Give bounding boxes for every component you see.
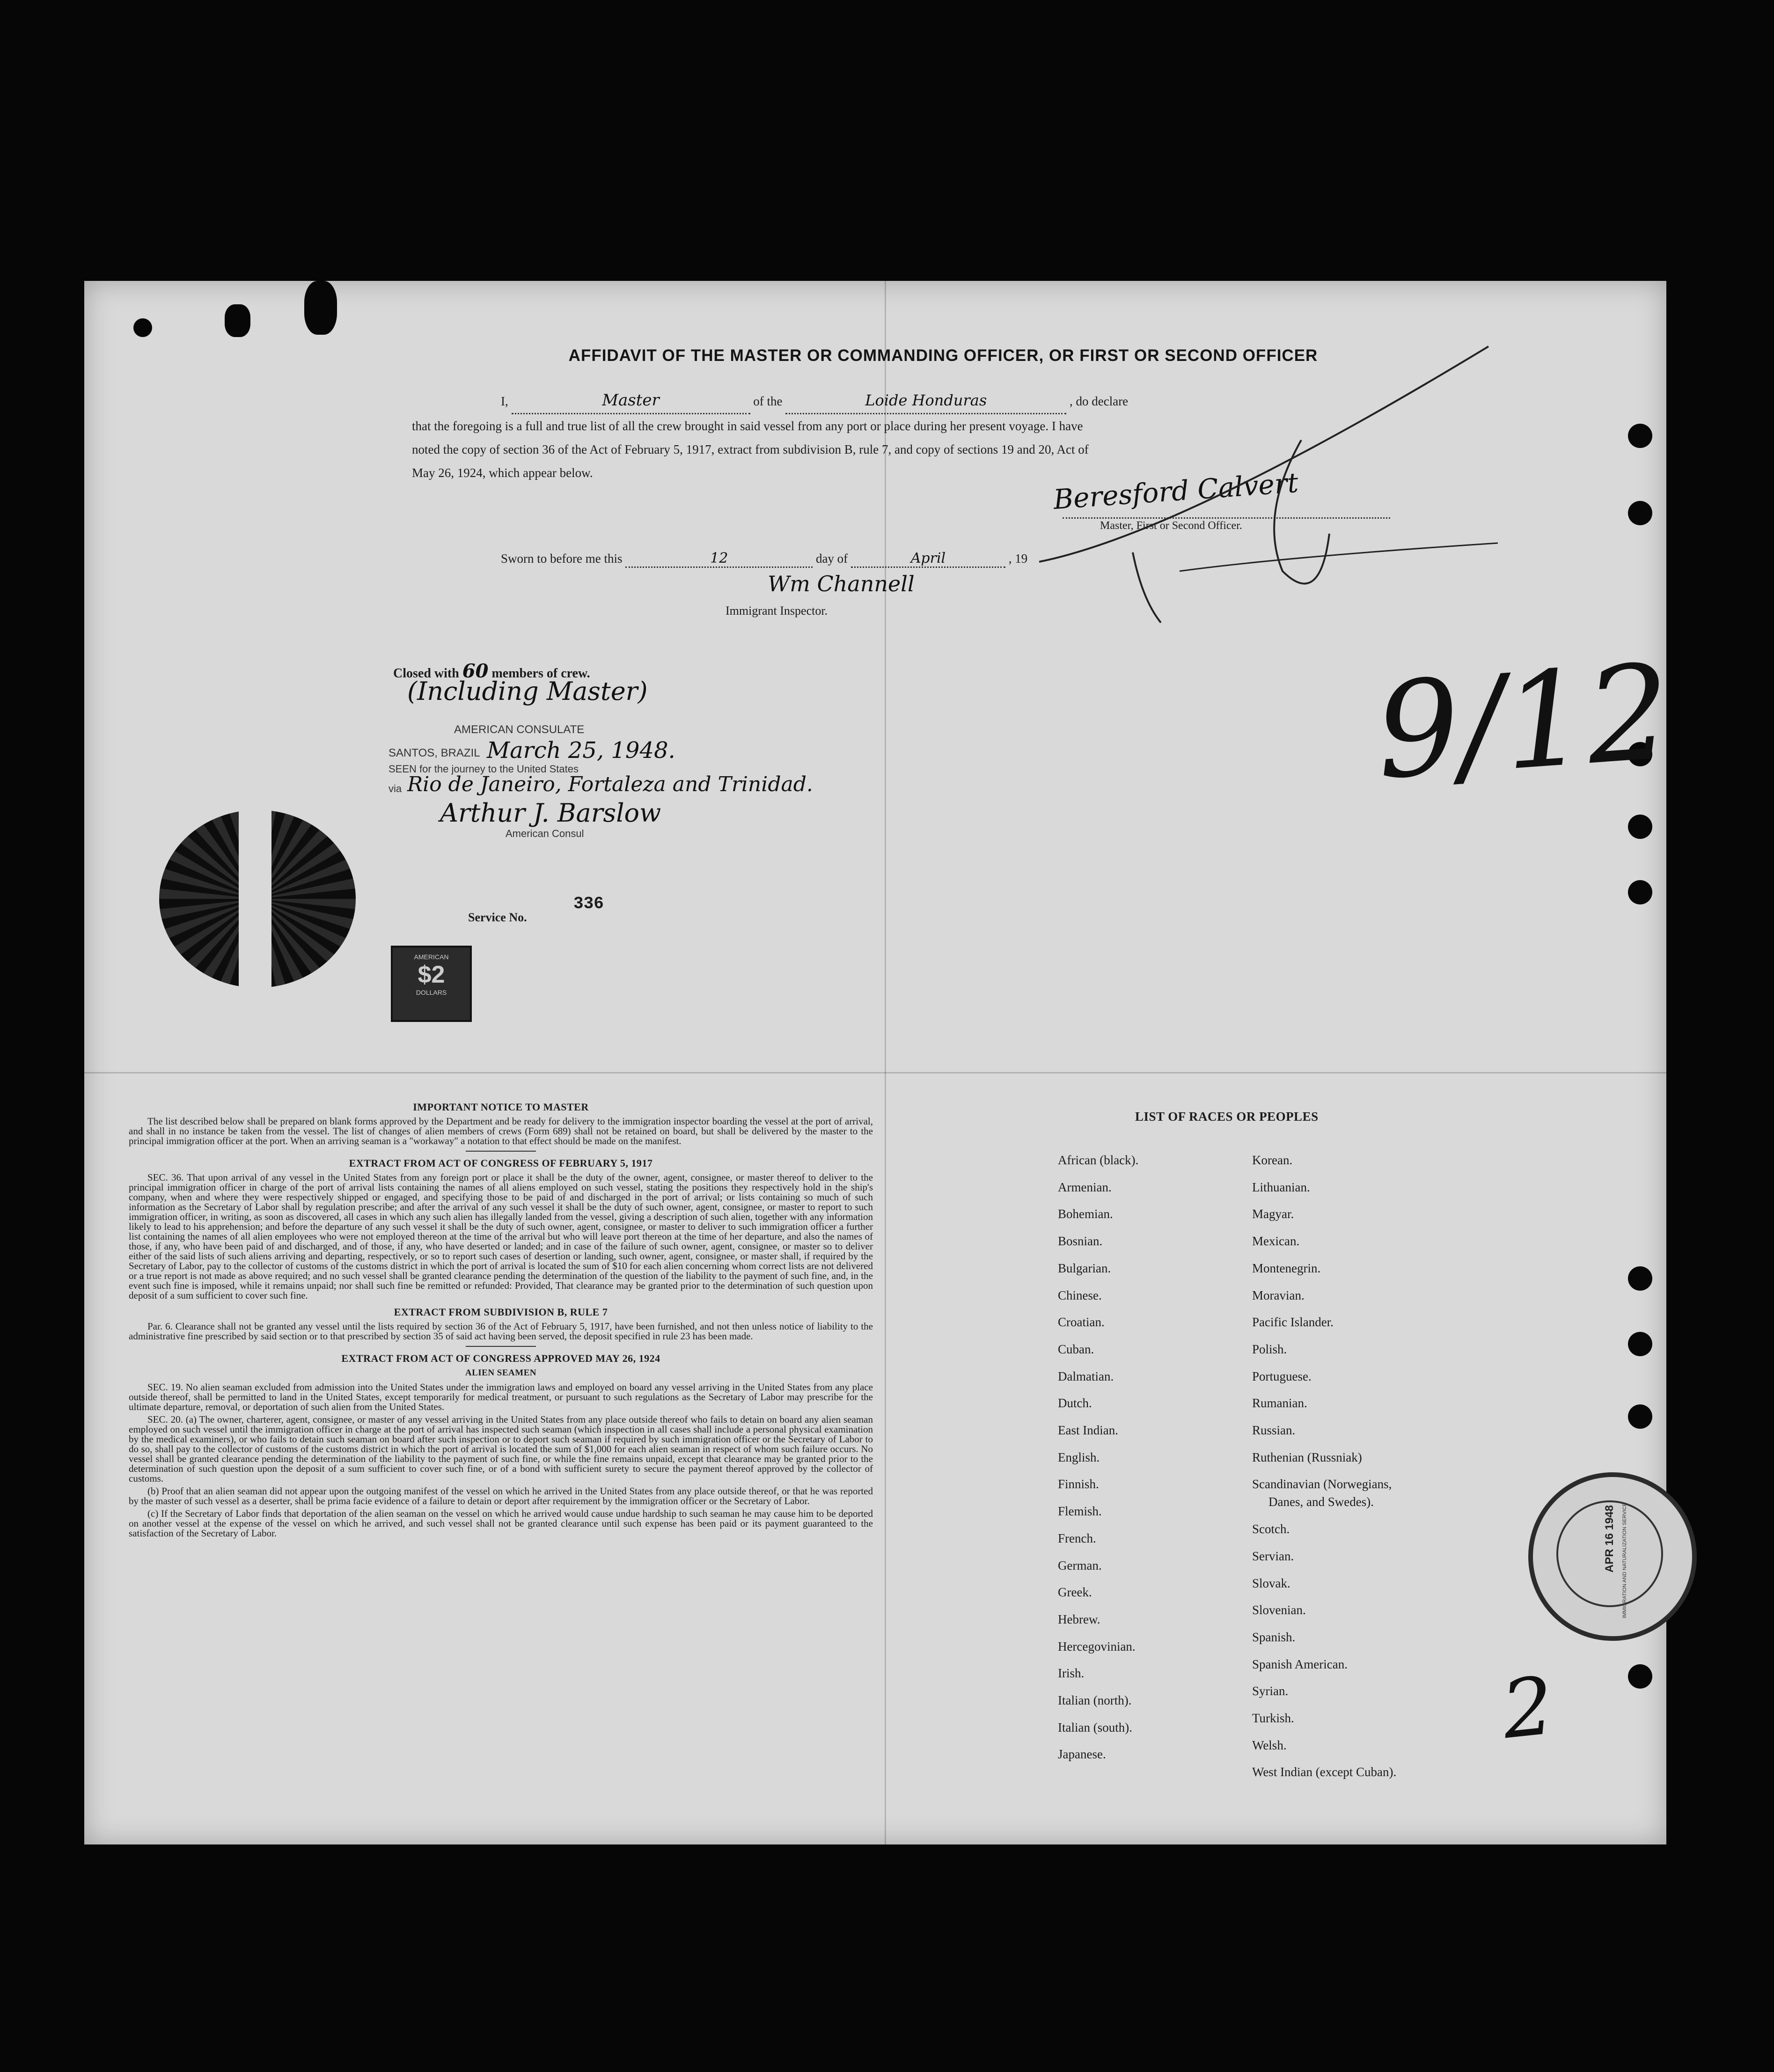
i-label: I, (501, 394, 508, 408)
including-master: (Including Master) (407, 676, 648, 706)
race-item-right: Servian. (1252, 1549, 1294, 1563)
day-of-label: day of (815, 551, 848, 566)
race-item-left: Italian (north). (1058, 1693, 1132, 1707)
of-the-label: of the (753, 394, 783, 408)
race-item-right: Ruthenian (Russniak) (1252, 1450, 1362, 1464)
race-item-left: French. (1058, 1531, 1096, 1545)
fold-line-vertical (885, 281, 886, 1844)
divider (466, 1151, 536, 1152)
sworn-label: Sworn to before me this (501, 551, 623, 566)
race-item-left: Croatian. (1058, 1315, 1105, 1330)
race-item-right: Slovenian. (1252, 1603, 1306, 1617)
extract3-title: EXTRACT FROM ACT OF CONGRESS APPROVED MAY 26, 1924 (341, 1352, 660, 1364)
race-item-right: West Indian (except Cuban). (1252, 1765, 1397, 1779)
service-no-label: Service No. (468, 911, 527, 924)
consulate-name: AMERICAN CONSULATE (454, 723, 585, 736)
race-item-left: Flemish. (1058, 1504, 1102, 1519)
race-item-right: Pacific Islander. (1252, 1315, 1334, 1330)
race-item-right: Welsh. (1252, 1738, 1287, 1752)
punch-hole (1628, 1404, 1652, 1429)
race-item-left: Dalmatian. (1058, 1369, 1114, 1383)
race-item-right: Lithuanian. (1252, 1180, 1310, 1194)
signature-flourish (1039, 337, 1507, 627)
race-item-right: Portuguese. (1252, 1369, 1312, 1383)
par6-text: Par. 6. Clearance shall not be granted any vessel until the lists required by section 36 of the Act of February 5, 1917, have been furnished, and not then unless notice of liability to the administrative fine prescribed by said section or to that prescribed by section 35 of said act having been served, the deposit specified in rule 23 has been made. (129, 1321, 873, 1342)
closed-with-label: Closed with (393, 666, 459, 681)
punch-hole (1628, 501, 1652, 525)
race-item-left: Finnish. (1058, 1477, 1099, 1492)
race-item-right: Spanish American. (1252, 1657, 1348, 1671)
race-item-left: Bulgarian. (1058, 1261, 1111, 1275)
race-item-left: Bohemian. (1058, 1207, 1113, 1221)
race-item-left: Greek. (1058, 1585, 1092, 1600)
race-item-right: Rumanian. (1252, 1396, 1307, 1411)
punch-hole (1628, 815, 1652, 839)
sec20a-text: SEC. 20. (a) The owner, charterer, agent, consignee, or master of any vessel arriving in the United States from any place outside thereof who fails to detain on board any alien seaman employed on such vessel until the immigration officer in charge at the port of arrival has inspected such seaman (which inspection in all cases shall include a personal physical examination by the medical examiners), or who fails to detain such seaman on board after such inspection or to deport such seaman if required by such immigration officer or the Secretary of Labor to do so, shall pay to the collector of customs of the customs district in which the port of arrival is located the sum of $1,000 for each alien seaman in respect of whom such failure occurs. No vessel shall be granted clearance pending the determination of the liability to the payment of such fine, or while the fine remains unpaid, except that clearance may be granted prior to the determination of such question upon the deposit of a sum sufficient to cover such fine, or of a bond with sufficient surety to secure the payment thereof approved by the collector of customs. (129, 1414, 873, 1484)
race-item-left: Irish. (1058, 1666, 1085, 1681)
sec19-text: SEC. 19. No alien seaman excluded from admission into the United States under the immigration laws and employed on board any vessel arriving in the United States from any place outside thereof, shall be permitted to land in the United States, except temporarily for medical treatment, or pursuant to such regulations as the Secretary of Labor may prescribe for the ultimate departure, removal, or deportation of such alien from the United States. (129, 1381, 873, 1412)
via-label: via (389, 783, 402, 794)
divider (466, 1346, 536, 1347)
race-item-left: Japanese. (1058, 1747, 1106, 1762)
race-item-left: German. (1058, 1558, 1102, 1572)
sworn-month-field (851, 550, 1005, 568)
race-item-left: Dutch. (1058, 1396, 1092, 1411)
members-of-crew-label: members of crew. (491, 666, 590, 681)
sec20b-text: (b) Proof that an alien seaman did not appear upon the outgoing manifest of the vessel on which he arrived in the United States from any place outside thereof, or that he was reported by the master of such vessel as a deserter, shall be prima facie evidence of a failure to detain or deport after requirement by the immigration officer or the Secretary of Labor. (129, 1485, 873, 1506)
vessel-field (785, 389, 1066, 414)
service-number: 336 (573, 894, 604, 913)
race-item-right: Polish. (1252, 1342, 1287, 1356)
sec20c-text: (c) If the Secretary of Labor finds that deportation of the alien seaman on the vessel on which he arrived would cause undue hardship to such seaman he may cause him to be deported on another vessel at the expense of the vessel on which he arrived, and such vessel shall not be granted clearance until such expense has been paid or its payment guaranteed to the satisfaction of the Secretary of Labor. (129, 1508, 873, 1539)
affidavit-line-4: May 26, 1924, which appear below. (412, 466, 593, 480)
race-item-right: Spanish. (1252, 1630, 1296, 1644)
sec36-text: SEC. 36. That upon arrival of any vessel in the United States from any foreign port or place it shall be the duty of the owner, agent, consignee, or master thereof to deliver to the principal immigration officer in charge of the port of arrival lists containing the names of all aliens employed on such vessel, stating the positions they respectively hold in the ship's company, when and where they were respectively shipped or engaged, and specifying those to be paid of and discharged in the port of arrival; or lists containing so much of such information as the Secretary of Labor shall by regulation prescribe; and after the arrival of any such vessel it shall be the duty of such owner, agent, consignee, or master to report to such immigration officer, in writing, as soon as discovered, all cases in which any such alien has illegally landed from the vessel, giving a description of such alien, together with any information likely to lead to his apprehension; and before the departure of any such vessel it shall be the duty of such owner, agent, consignee, or master to deliver to such immigration officer a further list containing the names of all alien employees who were not employed thereon at the time of the arrival but who will leave port thereon at the time of her departure, and also the names of those, if any, who have been paid of and discharged, and of those, if any, who have deserted or landed; and in case of the failure of such owner, agent, consignee, or master so to deliver either of the said lists of such aliens arriving and departing, respectively, or so to report such cases of desertion or landing, such owner, agent, consignee, or master shall, if required by the Secretary of Labor, pay to the collector of customs of the customs district in which the port of arrival is located the sum of $10 for each alien concerning whom correct lists are not delivered or a true report is not made as above required; and no such vessel shall be granted clearance pending the determination of the question of the liability to the payment of such fine, and, in the event such fine is imposed, while it remains unpaid; nor shall such fine be remitted or refunded: Provided, That clearance may be granted prior to the determination of such question upon deposit of a sum sufficient to cover such fine. (129, 1172, 873, 1301)
revenue-stamp-bottom: DOLLARS (416, 989, 447, 996)
inspector-signature: Wm Channell (768, 571, 915, 596)
seen-for-journey: SEEN for the journey to the United States (389, 763, 579, 775)
alien-seamen-heading: ALIEN SEAMEN (465, 1368, 537, 1378)
seal-tear (239, 796, 271, 1002)
sworn-line (501, 550, 1027, 568)
date-stamp (1528, 1472, 1697, 1641)
notice-title: IMPORTANT NOTICE TO MASTER (413, 1101, 589, 1113)
do-declare-label: , do declare (1069, 394, 1129, 408)
punch-hole (1628, 880, 1652, 904)
crew-count: 60 (462, 660, 489, 682)
consulate-location: SANTOS, BRAZIL (389, 747, 480, 759)
affidavit-line-3: noted the copy of section 36 of the Act of February 5, 1917, extract from subdivision B, rule 7, and copy of sections 19 and 20, Act of (412, 442, 1089, 456)
inspector-caption: Immigrant Inspector. (726, 604, 828, 617)
extract2-title: EXTRACT FROM SUBDIVISION B, RULE 7 (394, 1306, 608, 1318)
race-item-left: Cuban. (1058, 1342, 1094, 1356)
race-item-left: Bosnian. (1058, 1234, 1103, 1249)
revenue-stamp-value: $2 (418, 961, 445, 988)
torn-hole (225, 304, 250, 337)
affidavit-line-2: that the foregoing is a full and true list of all the crew brought in said vessel from any port or place during her present voyage. I have (412, 419, 1083, 433)
race-item-right: Scotch. (1252, 1522, 1290, 1536)
race-item-left: Hercegovinian. (1058, 1639, 1136, 1653)
vessel-handwritten: Loide Honduras (865, 391, 987, 409)
rank-handwritten: Master (602, 391, 660, 410)
race-item-left: African (black). (1058, 1153, 1139, 1167)
race-item-right: Turkish. (1252, 1711, 1294, 1725)
notice-intro: The list described below shall be prepared on blank forms approved by the Department and be ready for delivery to the immigration inspector boarding the vessel at the port of arrival, and shall in no instance be taken from the vessel. The list of changes of alien members of crews (Form 689) shall not be retained on board, but shall be delivered by the master to the principal immigration officer at the port. When an arriving seaman is a "workaway" a notation to that effect should be made on the manifest. (129, 1116, 873, 1146)
race-item-left: Italian (south). (1058, 1720, 1132, 1734)
fold-line-horizontal (84, 1072, 1666, 1073)
year-prefix: , 19 (1008, 551, 1028, 566)
punch-hole (1628, 424, 1652, 448)
route-handwritten: Rio de Janeiro, Fortaleza and Trinidad. (407, 772, 813, 796)
torn-hole (133, 318, 152, 337)
document-page (84, 281, 1676, 1844)
race-item-right: Syrian. (1252, 1684, 1289, 1698)
corner-handwritten-number: 2 (1497, 1659, 1558, 1757)
race-item-right: Scandinavian (Norwegians, (1252, 1477, 1392, 1492)
race-item-right: Mexican. (1252, 1234, 1300, 1249)
officer-caption: Master, First or Second Officer. (1100, 520, 1242, 532)
date-stamp-date: APR 16 1948 (1603, 1505, 1616, 1573)
race-item-right: Korean. (1252, 1153, 1293, 1167)
race-item-left: Armenian. (1058, 1180, 1112, 1194)
race-item-left: English. (1058, 1450, 1100, 1464)
race-item-left: East Indian. (1058, 1423, 1118, 1437)
punch-hole (1628, 1332, 1652, 1356)
extract1-title: EXTRACT FROM ACT OF CONGRESS OF FEBRUARY 5, 1917 (349, 1157, 653, 1169)
date-stamp-office: IMMIGRATION AND NATURALIZATION SERVICE (1622, 1503, 1627, 1618)
consul-caption: American Consul (506, 828, 584, 839)
punch-hole (1628, 1664, 1652, 1689)
important-notice (129, 1095, 873, 1541)
consulate-date: March 25, 1948. (487, 737, 675, 764)
sworn-day-field (625, 550, 813, 568)
races-title: LIST OF RACES OR PEOPLES (1135, 1109, 1319, 1124)
race-item-right: Magyar. (1252, 1207, 1294, 1221)
consul-signature: Arthur J. Barslow (440, 798, 661, 828)
race-item-right: Montenegrin. (1252, 1261, 1321, 1275)
sworn-month: April (910, 550, 946, 566)
race-item-right: Danes, and Swedes). (1268, 1495, 1374, 1509)
punch-hole (1628, 1266, 1652, 1291)
revenue-stamp-top: AMERICAN (414, 953, 449, 961)
rank-field (512, 389, 750, 414)
race-item-left: Hebrew. (1058, 1612, 1100, 1626)
race-item-right: Russian. (1252, 1423, 1296, 1437)
master-signature: Beresford Calvert (1052, 466, 1299, 516)
race-item-right: Slovak. (1252, 1576, 1290, 1590)
affidavit-title: AFFIDAVIT OF THE MASTER OR COMMANDING OFFICER, OR FIRST OR SECOND OFFICER (568, 346, 1318, 365)
revenue-stamp (391, 946, 472, 1022)
sworn-day: 12 (710, 550, 728, 566)
race-item-left: Chinese. (1058, 1288, 1102, 1302)
torn-hole (304, 281, 337, 335)
big-handwritten-number: 9/12 (1371, 636, 1676, 809)
race-item-right: Moravian. (1252, 1288, 1305, 1302)
